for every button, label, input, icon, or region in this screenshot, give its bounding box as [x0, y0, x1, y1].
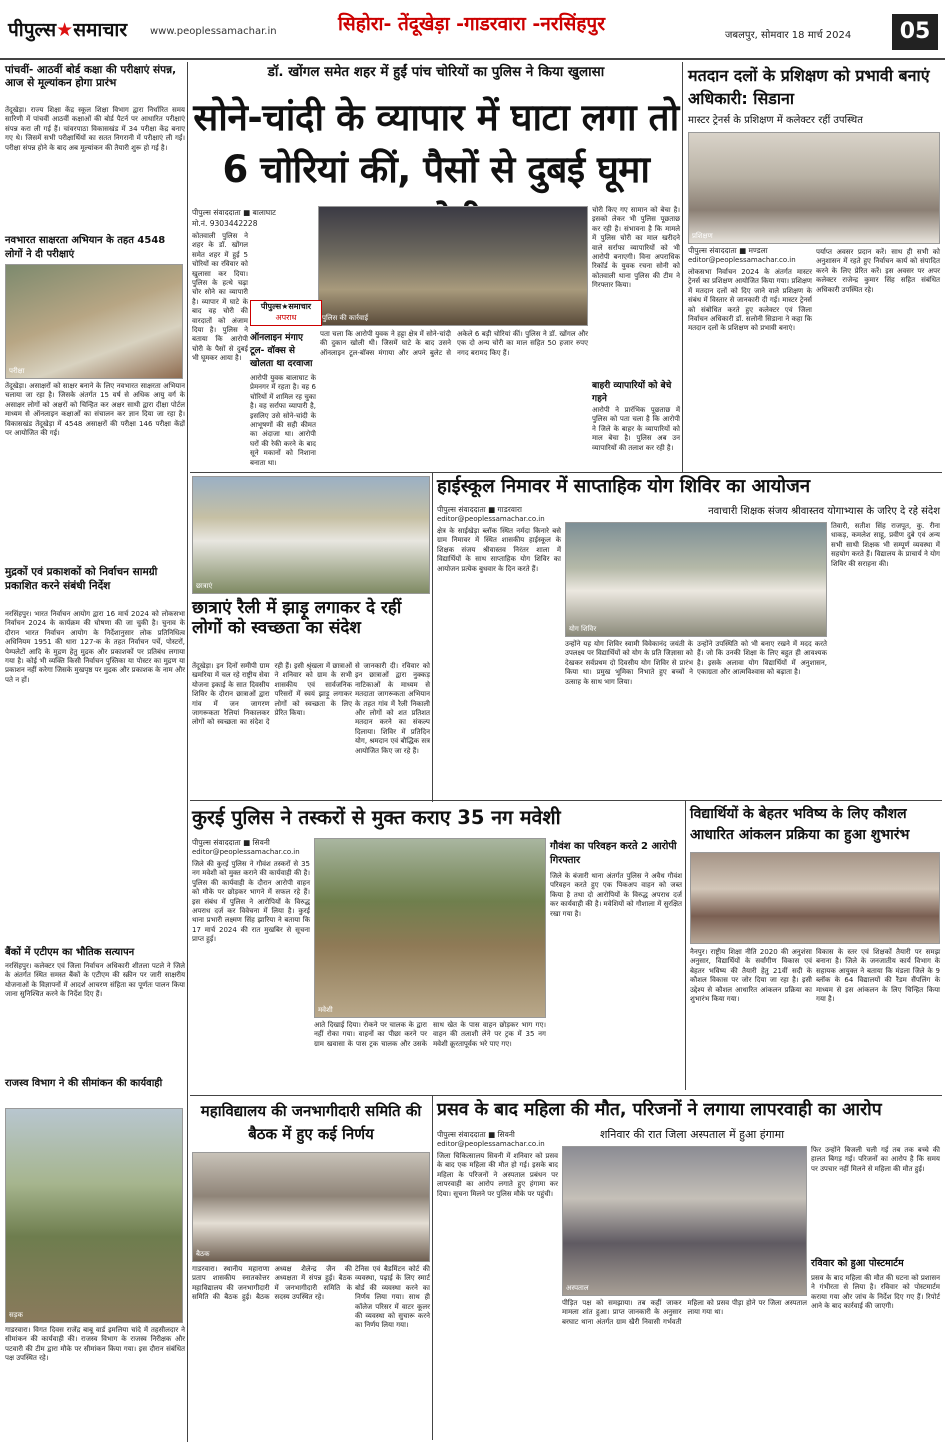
hospital-body-4: प्रसव के बाद महिला की मौत की घटना को प्रशासन ने गंभीरता से लिया है। रविवार को पोस्टमार्टम कराया गया और जांच के निर्देश दिए गए हैं। रिपोर्ट आने के बाद कार्रवाई की जाएगी। — [811, 1274, 940, 1311]
exam-photo: परीक्षा — [5, 264, 183, 379]
exam-headline: पांचवीं- आठवीं बोर्ड कक्षा की परीक्षाएं संपन्न, आज से मूल्यांकन होगा प्रारंभ — [5, 64, 177, 89]
hospital-body-3: फिर उन्होंने बिजली चली गई तब तक बच्चे की हालत बिगड़ गई। परिजनों का आरोप है कि समय पर उपचार नहीं मिलने से महिला की मौत हुई। — [811, 1146, 940, 1173]
cattle-byline: पीपुल्स संवाददाता ■ सिवनी — [192, 838, 270, 847]
cattle-deck: गौवंश का परिवहन करते 2 आरोपी गिरफ्तार — [550, 841, 677, 866]
column-rule — [682, 62, 683, 472]
yoga-headline: हाईस्कूल निमावर में साप्ताहिक योग शिविर का आयोजन — [437, 476, 811, 497]
printers-body: नरसिंहपुर। भारत निर्वाचन आयोग द्वारा 16 मार्च 2024 को लोकसभा निर्वाचन 2024 के कार्यक्रम की घोषणा की जा चुकी है। चुनाव के दौरान भारत निर्वाचन आयोग के निर्देशानुसार लोक प्रतिनिधित्व अधिनियम 1951 की धारा 127-क के तहत निर्वाचन पर्चे, पोस्टरों, पेम्पलेटों आदि के मुद्रण हेतु मुद्रक और प्रकाशकों पर प्रतिबंध लगाया गया है। कोई भी व्यक्ति किसी निर्वाचन पुस्तिका या पोस्टर का मुद्रण या प्रकाशन नहीं करेगा जिसके मुखपृष्ठ पर मुद्रक और प्रकाशक के नाम और पते न हों। — [5, 610, 185, 684]
college-body-2: टेनिस एवं बैडमिंटन कोर्ट की व्यवस्था, पढ़ाई के लिए स्मार्ट बोर्ड की व्यवस्था करने का निर्णय लिया गया। साथ ही कॉलेज परिसर में वाटर कूलर की व्यवस्था को सुचारू करने का निर्णय लिया गया। — [355, 1265, 430, 1330]
lead-subhead-1: ऑनलाइन मंगाए टूल- वॉक्स से खोलता था दरवाजा — [250, 333, 313, 369]
rally-headline: छात्राएं रैली में झाड़ू लगाकर दे रहीं लोगों को स्वच्छता का संदेश — [192, 598, 402, 638]
rally-body-2: से जानकारी दी। रविवार को इन छात्राओं द्वारा नुक्कड़ नाटिकाओं के माध्यम से मतदाता जागरूकता अभियान के तहत गांव में रैली निकाली और लोगों को शत प्रतिशत मतदान करने का संकल्प दिलाया। शिविर में प्रतिदिन योग, श्रमदान एवं बौद्धिक सत्र आयोजित किए जा रहे हैं। — [355, 662, 430, 755]
website-url[interactable]: www.peoplessamachar.in — [150, 26, 277, 37]
college-headline: महाविद्यालय की जनभागीदारी समिति की बैठक में हुए कई निर्णय — [200, 1102, 422, 1143]
lead-kicker: डॉ. खोंगल समेत शहर में हुईं पांच चोरियों का पुलिस ने किया खुलासा — [267, 64, 605, 80]
literacy-subhead: नवभारत साक्षरता अभियान के तहत 4548 लोगों ने दी परीक्षाएं — [5, 235, 166, 260]
police-press-photo: पुलिस की कार्रवाई — [318, 206, 588, 326]
column-rule — [432, 1095, 433, 1440]
section-rule — [190, 472, 942, 473]
printers-subhead: मुद्रकों एवं प्रकाशकों को निर्वाचन सामग्री प्रकाशित करने संबंधी निर्देश — [5, 566, 158, 592]
cattle-photo: मवेशी — [314, 838, 546, 1018]
hospital-email[interactable]: editor@peoplessamachar.co.in — [437, 1140, 545, 1148]
cattle-body-2: आते दिखाई दिया। रोकने पर चालक के द्वारा नहीं रोका गया। वाहनों का पीछा करने पर ग्राम खवासा के पास ट्रक चालक और उसके साथ खेत के पास वाहन छोड़कर भाग गए। वाहन की तलाशी लेने पर ट्रक में 35 नग मवेशी क्रूरतापूर्वक भरे पाए गए। — [314, 1021, 546, 1048]
skill-body-2: विकास के स्तर एवं शिक्षकों तैयारी पर समझ बनाना है। जिले के जनजातीय कार्य विभाग के सहायक आयुक्त ने बताया कि मंडला जिले के 9 ब्लॉक के 64 विद्यालयों की रैंडम सैंपलिंग के माध्यम से इस आंकलन के लिए चिन्हित किया गया है। — [816, 948, 940, 1004]
college-body-1: गाडरवारा। स्थानीय महाराणा प्रताप शासकीय स्नातकोत्तर महाविद्यालय की जनभागीदारी समिति की बैठक हुई। बैठक अध्यक्ष शैलेन्द्र जैन की अध्यक्षता में संपन्न हुई। बैठक में जनभागीदारी समिति के सदस्य उपस्थित रहे। — [192, 1265, 352, 1302]
lead-body-3: पता चला कि आरोपी युवक ने हट्टा क्षेत्र में सोने-चांदी की दुकान खोली थी। जिसमें घाटे के बाद उसने ऑनलाइन टूल-बॉक्स मंगाया और अपने बुलेट से अकेले 6 बड़ी चोरियां कीं। पुलिस ने डॉ. खोंगल और एक दो अन्य चोरी का माल सहित 50 हजार रुपए नगद बरामद किए हैं। — [320, 330, 588, 357]
revenue-body: गाडरवारा। विगत दिवस राजेंद्र बाबू वार्ड इमलिया चांदे में तहसीलदार ने सीमांकन की कार्यवाही की। राजस्व विभाग के राजस्व निरीक्षक और पटवारी की टीम द्वारा मौके पर सीमांकन किया गया। इस दौरान संबंधित पक्ष उपस्थित रहे। — [5, 1326, 185, 1363]
training-email[interactable]: editor@peoplessamachar.co.in — [688, 256, 796, 264]
training-byline: पीपुल्स संवाददाता ■ मण्डला — [688, 246, 768, 255]
lead-body-2: आरोपी युवक बालाघाट के प्रेमनगर में रहता है। वह 6 चोरियों में शामिल रह चुका है। वह सर्राफा व्यापारी है, इसलिए उसे सोने-चांदी के आभूषणों की सही कीमत का अंदाजा था। आरोपी घरों की रेकी करने के बाद सूने मकानों को निशाना बनाता था। — [250, 374, 316, 467]
hospital-photo: अस्पताल — [562, 1146, 807, 1296]
lead-headline: सोने-चांदी के व्यापार में घाटा लगा तो 6 चोरियां कीं, पैसों से दुबई घूमा — [193, 96, 679, 191]
hospital-headline: प्रसव के बाद महिला की मौत, परिजनों ने लगाया लापरवाही का आरोप — [437, 1100, 882, 1120]
lead-body-1: कोतवाली पुलिस ने शहर के डॉ. खोंगल समेत शहर में हुई 5 चोरियों का रविवार को खुलासा कर दिया। पुलिस के हत्थे चढ़ा चोर सोने का व्यापारी है। व्यापार में घाटे के बाद वह चोरी की वारदातों को अंजाम दिया है। पुलिस ने बताया कि आरोपी चोरी के पैसों से दुबई भी घूमकर आया है। — [192, 232, 248, 363]
rally-body-1: तेंदूखेड़ा। इन दिनों समीपी ग्राम खमरिया में चल रहे राष्ट्रीय सेवा योजना इकाई के सात दिवसीय शिविर के दौरान छात्राओं द्वारा गांव में जन जागरण जागरूकता रैलियां निकालकर लोगों को स्वच्छता का संदेश दे रही हैं। इसी श्रृंखला में छात्राओं ने शनिवार को ग्राम के सभी शासकीय एवं सार्वजनिक परिसरों में स्वयं झाड़ू लगाकर लोगों को स्वच्छता के लिए प्रेरित किया। — [192, 662, 352, 727]
page-number: 05 — [892, 14, 938, 50]
section-rule — [190, 800, 942, 801]
training-body-2: पर्याप्त अवसर प्रदान करें। साथ ही सभी को अनुशासन में रहते हुए निर्वाचन कार्य को संपादित करने के लिए प्रेरित करें। इस अवसर पर अपर कलेक्टर राजेन्द्र कुमार सिंह सहित संबंधित अधिकारी उपस्थित रहे। — [816, 248, 940, 294]
lead-body-4: चोरी किए गए सामान को बेचा है। इसको लेकर भी पुलिस पूछताछ कर रही है। संभावना है कि मामले में पुलिस चोरी का माल खरीदने वाले सर्राफा व्यापारियों को भी आरोपी बनाएगी। विना अपराधिक रिकॉर्ड के युवक रचना सोनी को कोतवाली थाना पुलिस की टीम ने गिरफ्तार किया। — [592, 206, 680, 290]
lead-phone: मो.नं. 9303442228 — [192, 219, 258, 228]
exam-body: तेंदूखेड़ा। राज्य शिक्षा केंद्र स्कूल शिक्षा विभाग द्वारा निर्धारित समय सारिणी में पांचवीं आठवीं कक्षाओं की बोर्ड पैटर्न पर आधारित परीक्षाएं संपन्न करा ली गई हैं। चांवरपाठा विकासखंड में 34 परीक्षा केंद्र बनाए गए थे। जिसमें सभी परीक्षार्थियों का सतत निगरानी में परीक्षाएं ली गईं। परीक्षा संपन्न होने के बाद अब मूल्यांकन की तैयारी शुरू हो गई है। — [5, 106, 185, 152]
training-body-1: लोकसभा निर्वाचन 2024 के अंतर्गत मास्टर ट्रेनर्स का प्रशिक्षण आयोजित किया गया। प्रशिक्षण में मतदान दलों को दिए जाने वाले प्रशिक्षण के संबंध में विस्तार से जानकारी दी गई। मास्टर ट्रेनर्स को संबोधित करते हुए कलेक्टर एवं जिला निर्वाचन अधिकारी डॉ. सलोनी सिडाना ने कहा कि मतदान दलों के प्रशिक्षण को प्रभावी बनाएं। — [688, 268, 812, 333]
lead-body-5: आरोपी ने प्रारंभिक पूछताछ में पुलिस को पता चला है कि आरोपी ने जिले के बाहर के व्यापारियों को माल बेचा है। पुलिस अब उन व्यापारियों की तलाश कर रही है। — [592, 406, 680, 452]
literacy-body: तेंदूखेड़ा। असाक्षरों को साक्षर बनाने के लिए नवभारत साक्षरता अभियान चलाया जा रहा है। जिसके अंतर्गत 15 वर्ष से अधिक आयु वर्ग के असाक्षर लोगों को अक्षरों को चिन्हित कर अक्षर साथी द्वारा दीक्षा पोर्टल माध्यम से ऑनलाइन कक्षाओं का संचालन कर ज्ञान दिया जा रहा है। विकासखंड तेंदूखेड़ा में 4548 असाक्षरों की परीक्षा 146 परीक्षा केंद्रों पर आयोजित की गई। — [5, 382, 185, 438]
yoga-body-1: क्षेत्र के साईखेड़ा ब्लॉक स्थित नर्मदा किनारे बसे ग्राम निमावर में स्थित शासकीय हाईस्कूल के शिक्षक संजय श्रीवास्तव निरंतर शाला में विद्यार्थियों के साथ साप्ताहिक योग शिविर का आयोजन प्रत्येक बुधवार के दिन करते हैं। — [437, 527, 561, 573]
yoga-body-3: उन्होंने उपस्थिति को भी बनाए रखने में मदद करते हैं। जो कि उनकी शिक्षा के लिए बहुत ही आवश्यक है। इसके अलावा योग विद्यार्थियों में अनुशासन, एकाग्रता और आत्मविश्वास को बढ़ाता है। — [697, 640, 827, 677]
hospital-body-1: जिला चिकित्सालय सिवनी में शनिवार को प्रसव के बाद एक महिला की मौत हो गई। इसके बाद महिला के परिजनों ने अस्पताल प्रबंधन पर लापरवाही का आरोप लगाते हुए हंगामा कर दिया। सूचना मिलने पर पुलिस मौके पर पहुंची। — [437, 1152, 558, 1198]
yoga-body-4: तिवारी, सतीश सिंह राजपूत, कु. रीना धाकड़, कमलेश साहू, प्रवीण दुबे एवं अन्य सभी साथी शिक्षक भी सम्पूर्ण व्यवस्था में सहयोग करते हैं। विद्यालय के प्राचार्य ने योग शिविर की सराहना की। — [831, 522, 940, 568]
section-rule — [190, 1095, 942, 1096]
cattle-email[interactable]: editor@peoplessamachar.co.in — [192, 848, 300, 856]
edition-title: सिहोरा- तेंदूखेड़ा -गाडरवारा -नरसिंहपुर — [338, 13, 605, 35]
skill-photo — [690, 852, 940, 944]
hospital-deck: शनिवार की रात जिला अस्पताल में हुआ हंगामा — [599, 1128, 785, 1141]
hospital-body-2: पीड़ित पक्ष को समझाया। तब कहीं जाकर मामला शांत हुआ। प्राप्त जानकारी के अनुसार बरघाट थाना अंतर्गत ग्राम खैरी निवासी गर्भवती महिला को प्रसव पीड़ा होने पर जिला अस्पताल लाया गया था। — [562, 1299, 807, 1326]
column-rule — [187, 62, 188, 1442]
atm-subhead: बैंकों में एटीएम का भौतिक सत्यापन — [5, 947, 135, 958]
atm-body: नरसिंहपुर। कलेक्टर एवं जिला निर्वाचन अधिकारी शीतला पटले ने जिले के अंतर्गत स्थित समस्त बैंकों के एटीएम की स्क्रीन पर जारी साक्षरीय योजनाओं के विज्ञापनों में आदर्श आचरण संहिता का पूर्णतः पालन किया जाना सुनिश्चित करने के निर्देश दिए हैं। — [5, 962, 185, 999]
yoga-deck: नवाचारी शिक्षक संजय श्रीवास्तव योगाभ्यास के जरिए दे रहे संदेश — [708, 506, 940, 517]
training-deck: मास्टर ट्रेनर्स के प्रशिक्षण में कलेक्टर रहीं उपस्थित — [688, 115, 863, 126]
training-photo: प्रशिक्षण — [688, 132, 940, 244]
badge-label: अपराध — [275, 313, 297, 322]
lead-byline: पीपुल्स संवाददाता ■ बालाघाट — [192, 208, 276, 217]
revenue-subhead: राजस्व विभाग ने की सीमांकन की कार्यवाही — [5, 1078, 163, 1089]
meeting-photo: बैठक — [192, 1152, 430, 1262]
cattle-headline: कुरई पुलिस ने तस्करों से मुक्त कराए 35 नग मवेशी — [192, 806, 561, 829]
yoga-photo: योग शिविर — [565, 522, 827, 637]
cattle-body-1: जिले की कुरई पुलिस ने गौवंश तस्करों से 35 नग मवेशी को मुक्त कराने की कार्यवाही की है। पुलिस की कार्यवाही के दौरान आरोपी वाहन को मौके पर छोड़कर भागने में सफल रहे हैं। इस संबंध में पुलिस ने आरोपियों के विरुद्ध अपराध दर्ज कर विवेचना में लिया है। कुरई थाना प्रभारी लक्ष्मण सिंह झारिया ने बताया कि 17 मार्च 2024 की रात मुखबिर से सूचना प्राप्त हुई। — [192, 860, 310, 944]
dateline: जबलपुर, सोमवार 18 मार्च 2024 — [725, 30, 852, 41]
hospital-byline: पीपुल्स संवाददाता ■ सिवनी — [437, 1130, 515, 1139]
cattle-body-3: जिले के बंजारी थाना अंतर्गत पुलिस ने अवैध गौवंश परिवहन करते हुए एक पिकअप वाहन को जब्त किया है तथा दो आरोपियों के विरुद्ध अपराध दर्ज कर कार्यवाही की है। मवेशियों को गौशाला में सुरक्षित रखा गया है। — [550, 872, 682, 918]
road-photo: सड़क — [5, 1108, 183, 1323]
postmortem-subhead: रविवार को हुआ पोस्टमार्टम — [811, 1258, 904, 1269]
star-icon: ★ — [56, 19, 74, 41]
skill-headline: विद्यार्थियों के बेहतर भविष्य के लिए कौशल आधारित आंकलन प्रक्रिया का हुआ शुभारंभ — [690, 806, 910, 843]
yoga-byline: पीपुल्स संवाददाता ■ गाडरवारा — [437, 505, 522, 514]
yoga-body-2: उन्होंने यह योग शिविर स्वामी विवेकानंद जयंती के उपलक्ष्य पर विद्यार्थियों को योग के प्रति जिज्ञासा को देखकर सर्वप्रथम दो दिवसीय योग शिविर से प्रारंभ किया था। प्रमुख भूमिका निभाते हुए बच्चों ने उत्साह के साथ भाग लिया। — [565, 640, 693, 686]
lead-subhead-2: बाहरी व्यापारियों को बेचे गहने — [592, 381, 672, 404]
skill-body-1: नैनपुर। राष्ट्रीय शिक्षा नीति 2020 की अनुशंसा अनुसार, विद्यार्थियों के सर्वांगीण विकास एवं बेहतर भविष्य की तैयारी हेतु 21वीं सदी के कौशल विकास पर जोर दिया जा रहा है। इसी उद्देश्य से कौशल आधारित आंकलन प्रक्रिया का शुभारंभ किया गया। — [690, 948, 812, 1004]
training-headline: मतदान दलों के प्रशिक्षण को प्रभावी बनाएं अधिकारी: सिडाना — [688, 66, 930, 108]
newspaper-logo: पीपुल्स★समाचार — [8, 19, 128, 41]
badge-logo: पीपुल्स★समाचार — [260, 302, 312, 311]
rally-photo: छात्राएं — [192, 476, 430, 594]
crime-badge — [250, 300, 322, 326]
column-rule — [685, 800, 686, 1090]
column-rule — [432, 472, 433, 802]
yoga-email[interactable]: editor@peoplessamachar.co.in — [437, 515, 545, 523]
